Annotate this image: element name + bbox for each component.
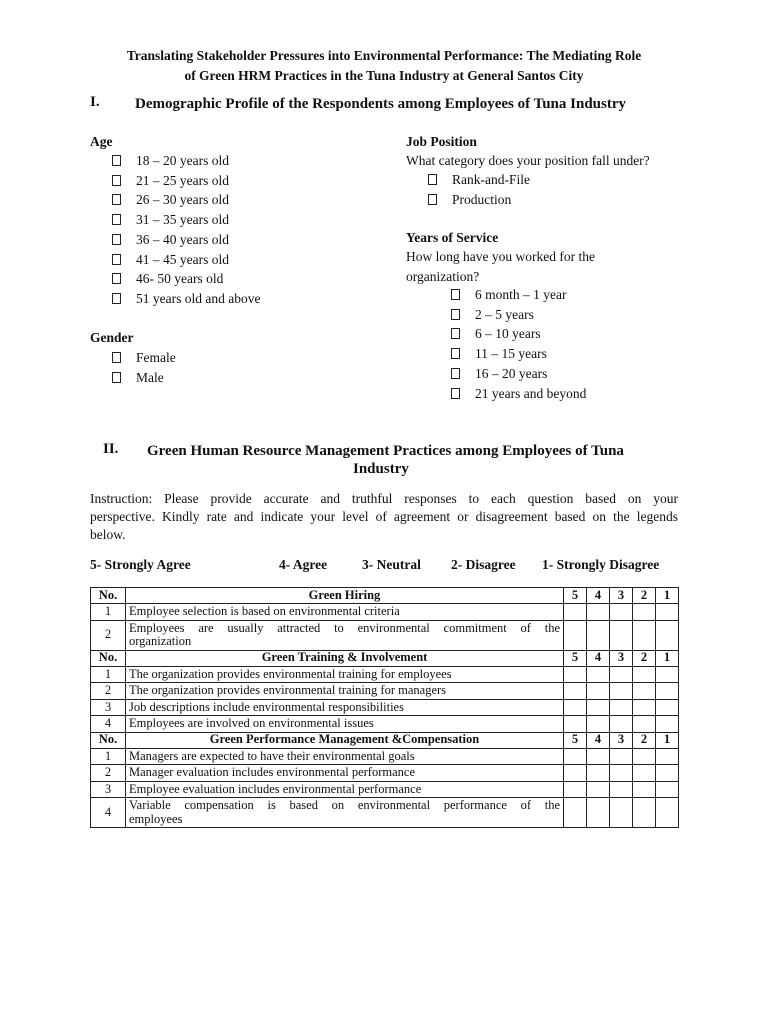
rating-cell[interactable]	[633, 683, 656, 700]
job-position-option[interactable]	[428, 170, 530, 190]
section1-number: I.	[90, 94, 100, 110]
rating-cell[interactable]	[587, 765, 610, 782]
rating-cell[interactable]	[610, 781, 633, 798]
item-statement-line: The organization provides environmental training for managers	[129, 683, 447, 697]
item-statement	[126, 699, 564, 716]
rating-cell[interactable]	[633, 620, 656, 650]
rating-cell[interactable]	[610, 765, 633, 782]
rating-cell[interactable]	[656, 683, 679, 700]
rating-header: 2	[633, 732, 656, 748]
checkbox-icon[interactable]	[112, 194, 121, 205]
item-number: 1	[91, 666, 126, 683]
years-of-service-option[interactable]	[451, 384, 586, 404]
no-header: No.	[91, 650, 126, 666]
table-row	[91, 699, 679, 716]
rating-cell[interactable]	[633, 798, 656, 828]
rating-header: 3	[610, 650, 633, 666]
legend-4: 4- Agree	[279, 557, 328, 572]
checkbox-icon[interactable]	[451, 368, 460, 379]
years-of-service-option-label: 21 years and beyond	[475, 385, 587, 401]
group-title: Green Hiring	[126, 588, 564, 604]
rating-cell[interactable]	[587, 683, 610, 700]
rating-cell[interactable]	[587, 620, 610, 650]
table-row	[91, 604, 679, 621]
checkbox-icon[interactable]	[451, 289, 460, 300]
job-position-option-label: Rank-and-File	[452, 172, 530, 187]
rating-cell[interactable]	[633, 699, 656, 716]
item-statement	[126, 748, 564, 765]
rating-cell[interactable]	[564, 748, 587, 765]
age-option-label: 31 – 35 years old	[136, 212, 229, 228]
section1-title: Demographic Profile of the Respondents among Employees of Tuna Industry	[135, 96, 627, 112]
checkbox-icon[interactable]	[451, 309, 460, 320]
age-option-label: 51 years old and above	[136, 290, 261, 306]
item-number: 4	[91, 716, 126, 733]
rating-cell[interactable]	[564, 798, 587, 828]
rating-cell[interactable]	[587, 604, 610, 621]
rating-cell[interactable]	[564, 699, 587, 716]
checkbox-icon[interactable]	[428, 194, 437, 205]
table-header-row	[91, 732, 679, 748]
legend-3: 3- Neutral	[362, 557, 421, 572]
checkbox-icon[interactable]	[112, 234, 121, 245]
service-question-line-1: How long have you worked for the	[406, 249, 595, 264]
rating-header: 5	[564, 650, 587, 666]
item-statement	[126, 620, 564, 650]
rating-cell[interactable]	[610, 699, 633, 716]
rating-cell[interactable]	[633, 748, 656, 765]
instruction-text	[90, 490, 678, 544]
item-number: 3	[91, 781, 126, 798]
table-row	[91, 748, 679, 765]
job-position-options	[428, 170, 530, 209]
rating-header: 1	[656, 588, 679, 604]
legend-2: 2- Disagree	[451, 557, 516, 572]
item-number: 2	[91, 765, 126, 782]
item-statement-line: Variable compensation is based on environmental performance of the	[129, 798, 560, 812]
age-option-label: 21 – 25 years old	[136, 172, 229, 188]
table-header-row	[91, 588, 679, 604]
legend-1: 1- Strongly Disagree	[542, 557, 660, 572]
years-of-service-option[interactable]	[451, 285, 586, 305]
checkbox-icon[interactable]	[451, 388, 460, 399]
item-statement-line: organization	[129, 634, 192, 648]
age-option[interactable]	[112, 230, 260, 250]
rating-cell[interactable]	[656, 716, 679, 733]
job-position-option-label: Production	[452, 191, 512, 207]
item-number: 1	[91, 604, 126, 621]
years-of-service-option-label: 6 month – 1 year	[475, 287, 567, 302]
rating-header: 2	[633, 588, 656, 604]
age-option-label: 41 – 45 years old	[136, 251, 229, 267]
rating-cell[interactable]	[564, 765, 587, 782]
item-statement	[126, 798, 564, 828]
rating-cell[interactable]	[633, 765, 656, 782]
table-header-row	[91, 650, 679, 666]
item-statement-line: Employee selection is based on environmental criteria	[129, 604, 400, 618]
age-option[interactable]	[112, 171, 260, 191]
years-of-service-option-label: 2 – 5 years	[475, 306, 534, 322]
checkbox-icon[interactable]	[112, 155, 121, 166]
item-statement-line: Employee evaluation includes environmental performance	[129, 781, 422, 796]
instruction-line-3: below.	[90, 527, 126, 542]
rating-cell[interactable]	[610, 798, 633, 828]
item-statement-line: The organization provides environmental training for employees	[129, 666, 452, 681]
years-of-service-option[interactable]	[451, 324, 586, 344]
rating-cell[interactable]	[610, 748, 633, 765]
rating-header: 4	[587, 588, 610, 604]
rating-header: 1	[656, 650, 679, 666]
age-option-label: 36 – 40 years old	[136, 231, 229, 247]
rating-cell[interactable]	[633, 716, 656, 733]
section2-title-line-1: Green Human Resource Management Practices among Employees of Tuna	[147, 443, 624, 459]
rating-cell[interactable]	[656, 798, 679, 828]
years-of-service-option-label: 6 – 10 years	[475, 326, 541, 342]
years-of-service-option[interactable]	[451, 305, 586, 325]
job-position-option[interactable]	[428, 190, 530, 210]
age-option[interactable]	[112, 250, 260, 270]
gender-option[interactable]	[112, 348, 176, 368]
rating-cell[interactable]	[610, 604, 633, 621]
years-of-service-option-label: 11 – 15 years	[475, 346, 547, 362]
rating-header: 3	[610, 588, 633, 604]
rating-header: 2	[633, 650, 656, 666]
age-option-label: 46- 50 years old	[136, 271, 224, 287]
group-title: Green Performance Management &Compensation	[126, 732, 564, 748]
gender-options	[112, 348, 176, 387]
item-statement	[126, 683, 564, 700]
gender-option-label: Male	[136, 369, 164, 385]
rating-cell[interactable]	[587, 748, 610, 765]
rating-header: 5	[564, 588, 587, 604]
gender-label: Gender	[90, 330, 134, 345]
table-row	[91, 620, 679, 650]
rating-cell[interactable]	[656, 699, 679, 716]
rating-cell[interactable]	[564, 716, 587, 733]
no-header: No.	[91, 732, 126, 748]
item-statement	[126, 604, 564, 621]
age-option[interactable]	[112, 190, 260, 210]
gender-option[interactable]	[112, 368, 176, 388]
rating-cell[interactable]	[587, 666, 610, 683]
rating-cell[interactable]	[587, 699, 610, 716]
rating-cell[interactable]	[656, 748, 679, 765]
years-of-service-label: Years of Service	[406, 230, 499, 245]
years-of-service-option[interactable]	[451, 364, 586, 384]
age-option[interactable]	[112, 210, 260, 230]
table-row	[91, 666, 679, 683]
checkbox-icon[interactable]	[451, 328, 460, 339]
rating-cell[interactable]	[656, 666, 679, 683]
checkbox-icon[interactable]	[112, 214, 121, 225]
years-of-service-option[interactable]	[451, 344, 586, 364]
checkbox-icon[interactable]	[112, 175, 121, 186]
rating-cell[interactable]	[587, 716, 610, 733]
section2-title-line-2: Industry	[353, 461, 409, 477]
title-line-1: Translating Stakeholder Pressures into Environmental Performance: The Mediating Role	[126, 48, 642, 63]
legend-5: 5- Strongly Agree	[90, 557, 191, 572]
age-option-label: 18 – 20 years old	[136, 153, 229, 168]
rating-cell[interactable]	[656, 765, 679, 782]
instruction-line-2: perspective. Kindly rate and indicate your level of agreement or disagreement based on the legends	[90, 509, 678, 524]
rating-cell[interactable]	[633, 604, 656, 621]
rating-cell[interactable]	[633, 781, 656, 798]
instruction-line-1: Instruction: Please provide accurate and truthful responses to each question based on your	[90, 491, 678, 506]
rating-cell[interactable]	[610, 716, 633, 733]
gender-option-label: Female	[136, 350, 176, 365]
document-title	[60, 46, 708, 86]
rating-cell[interactable]	[587, 798, 610, 828]
group-title: Green Training & Involvement	[126, 650, 564, 666]
item-statement	[126, 765, 564, 782]
rating-cell[interactable]	[587, 781, 610, 798]
item-statement-line: Employees are involved on environmental issues	[129, 716, 374, 730]
rating-cell[interactable]	[656, 620, 679, 650]
rating-cell[interactable]	[656, 781, 679, 798]
years-of-service-option-label: 16 – 20 years	[475, 365, 548, 381]
item-statement-line: Employees are usually attracted to environmental commitment of the	[129, 620, 560, 635]
table-row	[91, 765, 679, 782]
years-of-service-options	[451, 285, 586, 403]
table-row	[91, 798, 679, 828]
item-number: 2	[91, 620, 126, 650]
age-options	[112, 151, 260, 309]
rating-cell[interactable]	[610, 666, 633, 683]
item-statement-line: Job descriptions include environmental responsibilities	[129, 699, 404, 714]
checkbox-icon[interactable]	[112, 254, 121, 265]
service-question-line-2: organization?	[406, 268, 480, 284]
item-statement-line: employees	[129, 811, 183, 826]
age-option-label: 26 – 30 years old	[136, 192, 229, 208]
job-position-label: Job Position	[406, 134, 477, 149]
job-position-question: What category does your position fall under?	[406, 153, 650, 168]
section2-number: II.	[103, 441, 119, 457]
title-line-2: of Green HRM Practices in the Tuna Industry at General Santos City	[184, 68, 584, 83]
table-row	[91, 716, 679, 733]
age-label: Age	[90, 134, 113, 149]
item-statement-line: Manager evaluation includes environmental performance	[129, 765, 415, 779]
checkbox-icon[interactable]	[112, 372, 121, 383]
item-number: 3	[91, 699, 126, 716]
rating-cell[interactable]	[610, 620, 633, 650]
checkbox-icon[interactable]	[112, 293, 121, 304]
checkbox-icon[interactable]	[112, 352, 121, 363]
age-option[interactable]	[112, 269, 260, 289]
item-number: 1	[91, 748, 126, 765]
no-header: No.	[91, 588, 126, 604]
checkbox-icon[interactable]	[451, 348, 460, 359]
table-row	[91, 781, 679, 798]
item-statement-line: Managers are expected to have their environmental goals	[129, 748, 415, 763]
rating-cell[interactable]	[656, 604, 679, 621]
item-statement	[126, 781, 564, 798]
rating-header: 3	[610, 732, 633, 748]
checkbox-icon[interactable]	[428, 174, 437, 185]
rating-cell[interactable]	[564, 781, 587, 798]
rating-cell[interactable]	[564, 666, 587, 683]
age-option[interactable]	[112, 151, 260, 171]
item-number: 2	[91, 683, 126, 700]
item-statement	[126, 716, 564, 733]
rating-header: 5	[564, 732, 587, 748]
rating-cell[interactable]	[564, 620, 587, 650]
age-option[interactable]	[112, 289, 260, 309]
rating-header: 4	[587, 650, 610, 666]
rating-cell[interactable]	[610, 683, 633, 700]
checkbox-icon[interactable]	[112, 273, 121, 284]
rating-header: 1	[656, 732, 679, 748]
rating-table	[90, 587, 679, 828]
table-row	[91, 683, 679, 700]
item-number: 4	[91, 798, 126, 828]
years-of-service-question	[406, 247, 595, 286]
item-statement	[126, 666, 564, 683]
rating-cell[interactable]	[633, 666, 656, 683]
rating-header: 4	[587, 732, 610, 748]
rating-cell[interactable]	[564, 604, 587, 621]
rating-cell[interactable]	[564, 683, 587, 700]
